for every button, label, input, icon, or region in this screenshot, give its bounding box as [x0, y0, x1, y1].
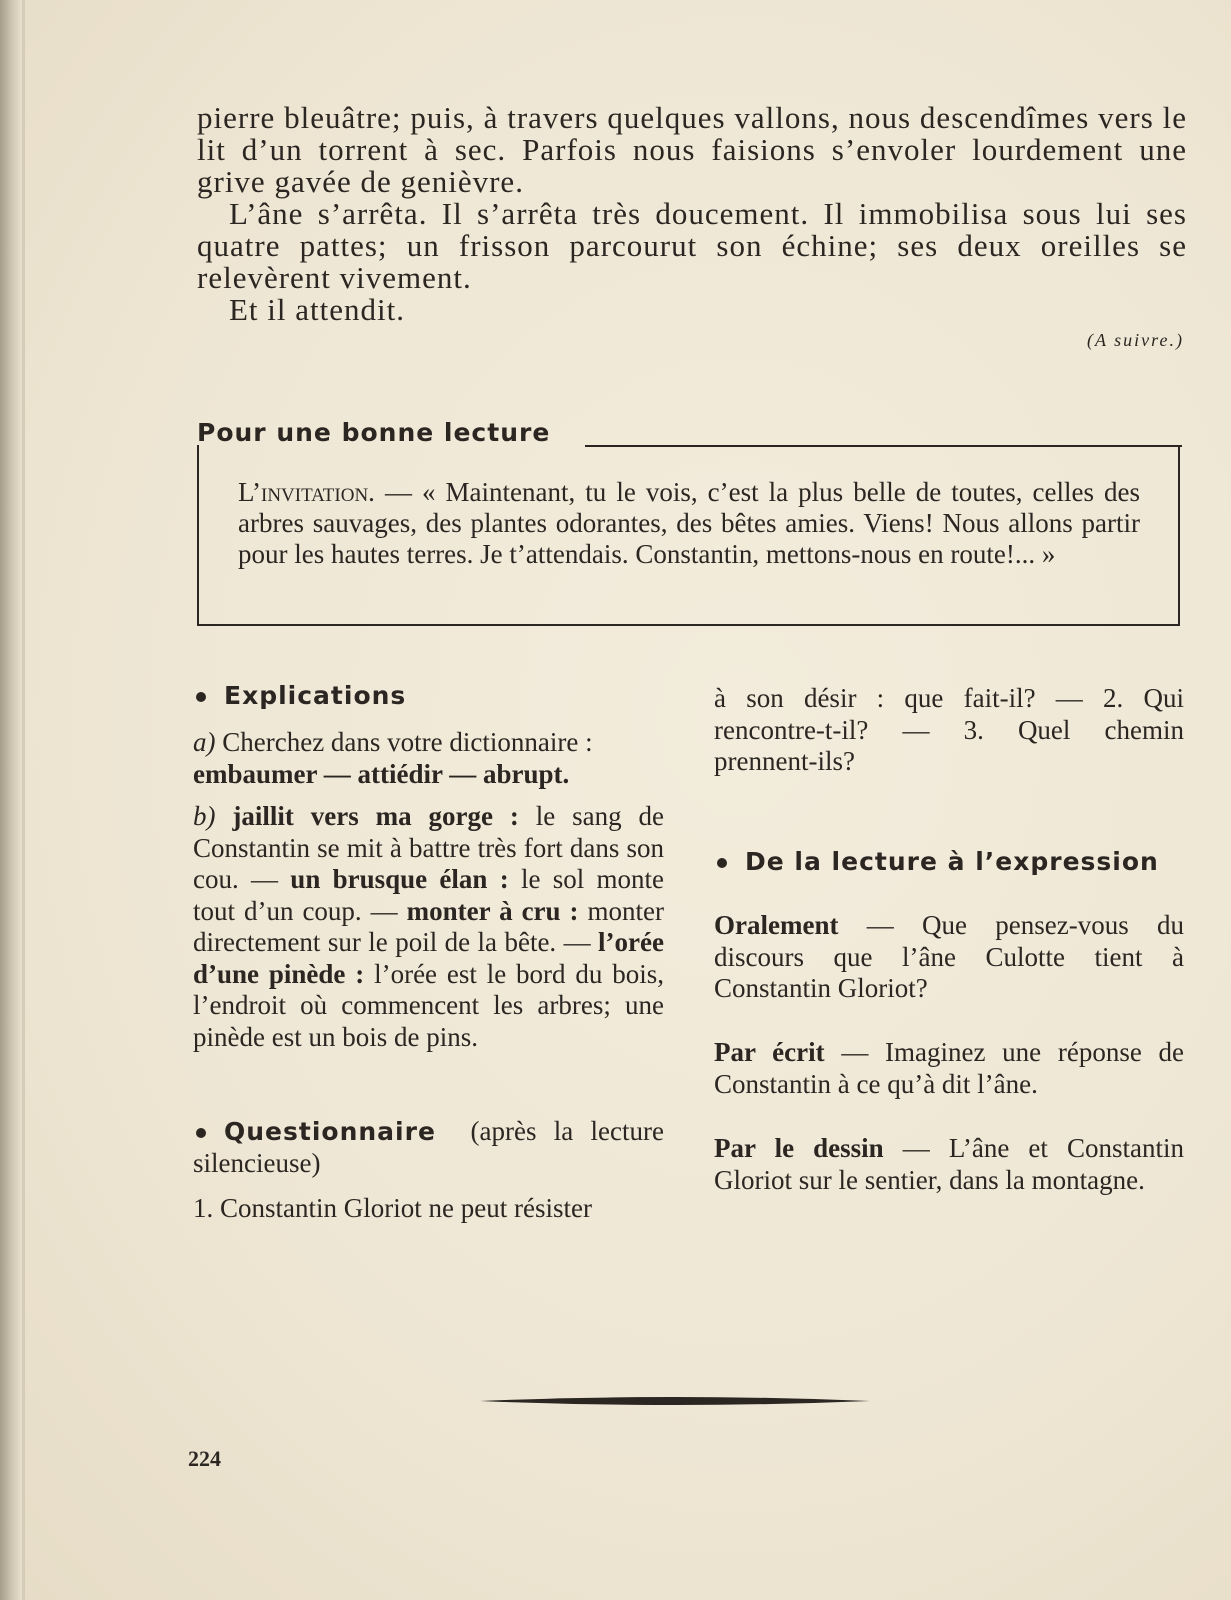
expression-heading: De la lecture à l’expression	[714, 846, 1184, 878]
activity-label: Oralement	[714, 910, 839, 940]
expression-section	[714, 846, 1184, 878]
bullet-icon	[196, 1128, 206, 1138]
explications-b: b) jaillit vers ma gorge : le sang de Constantin se mit à battre très fort dans son cou. — un brusque élan : le sol monte tout d’un coup. — monter à cru : monter directement sur le poil de la bête. — l’orée d’une pinède : l’orée est le bord du bois, l’endroit où commencent les arbres; une pinède est un bois de pins.	[193, 801, 664, 1052]
term: l’orée d’une pinède :	[193, 927, 664, 989]
bullet-icon	[717, 858, 727, 868]
explications-a: a) Cherchez dans votre dictionnaire : embaumer — attiédir — abrupt.	[193, 727, 593, 789]
narrative-paragraph: L’âne s’arrêta. Il s’arrêta très doucement. Il immobilisa sous lui ses quatre pattes; un frisson parcourut son échine; ses deux oreilles se relevèrent vivement.	[197, 196, 1187, 295]
book-spine-shadow	[0, 0, 22, 1600]
question-1-start: 1. Constantin Gloriot ne peut résister	[193, 1193, 592, 1223]
invitation-text	[238, 477, 1140, 570]
invitation-label: L’invitation.	[238, 477, 375, 507]
term: jaillit vers ma gorge :	[232, 801, 519, 831]
narrative-text	[197, 102, 1187, 326]
page-number: 224	[188, 1446, 221, 1471]
explications-heading: Explications	[193, 680, 664, 712]
term: monter à cru :	[406, 895, 579, 926]
narrative-paragraph: Et il attendit.	[229, 292, 405, 327]
invitation-body: — « Maintenant, tu le vois, c’est la plus belle de toutes, celles des arbres sauvages, des plantes odorantes, des bêtes amies. Viens! Nous allons partir pour les hautes terres. Je t’attendais. Constantin, mettons-nous en route!... »	[238, 477, 1140, 569]
expression-dessin: Par le dessin — L’âne et Constantin Gloriot sur le sentier, dans la montagne.	[714, 1133, 1184, 1195]
ornament-rule	[480, 1394, 870, 1408]
activity-label: Par écrit	[714, 1037, 825, 1067]
lecture-heading: Pour une bonne lecture	[197, 418, 551, 447]
vocabulary-words: embaumer — attiédir — abrupt.	[193, 758, 570, 789]
bullet-icon	[196, 692, 206, 702]
item-label: b)	[193, 801, 216, 831]
narrative-paragraph: pierre bleuâtre; puis, à travers quelques vallons, nous descendîmes vers le lit d’un torrent à sec. Parfois nous faisions s’envoler lourdement une grive gavée de genièvre.	[197, 100, 1187, 199]
explications-section	[193, 680, 664, 712]
activity-label: Par le dessin	[714, 1133, 884, 1163]
questionnaire-note: (après la lecture silencieuse)	[193, 1116, 665, 1178]
item-label: a)	[193, 727, 216, 757]
term: un brusque élan :	[290, 864, 509, 894]
to-be-continued: (A suivre.)	[1087, 330, 1184, 350]
expression-ecrit: Par écrit — Imaginez une réponse de Constantin à ce qu’à dit l’âne.	[714, 1037, 1184, 1099]
questionnaire-heading: Questionnaire	[193, 1117, 436, 1146]
expression-oral: Oralement — Que pensez-vous du discours que l’âne Culotte tient à Constantin Gloriot?	[714, 910, 1184, 1003]
questionnaire-section	[193, 1116, 664, 1179]
questions-continued: à son désir : que fait-il? — 2. Qui rencontre-t-il? — 3. Quel chemin prennent-ils?	[714, 683, 1184, 776]
page-edge	[22, 0, 25, 1600]
